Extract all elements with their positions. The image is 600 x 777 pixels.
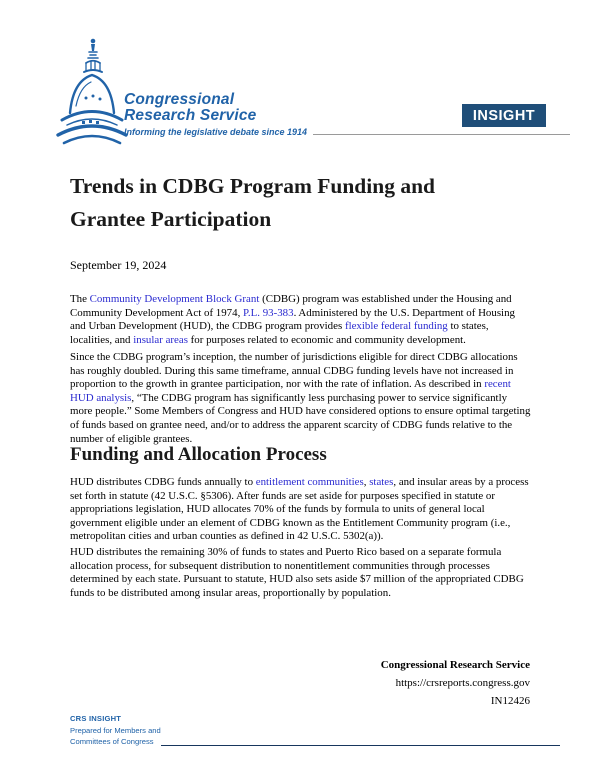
text-segment: ,	[363, 476, 370, 488]
text-segment: , and insular areas by a process set forth in statute (42 U.S.C. §5306). After funds are set aside for purposes specified in statute or appropriations legislation, HUD allocates 70% of the funds by formula to units of general local government eligible under an element of CDBG known as the Entitlement Community program (i.e., metropolitan cities and urban counties as defined in 42 U.S.C. 5302(a)).	[70, 476, 529, 543]
wordmark-line-2: Research Service	[124, 107, 257, 124]
page-title	[70, 170, 540, 236]
page-title-line-1: Trends in CDBG Program Funding and	[70, 174, 435, 198]
inline-link[interactable]: P.L. 93-383	[243, 306, 294, 319]
document-id: IN12426	[490, 695, 530, 707]
text-segment: HUD distributes the remaining 30% of funds to states and Puerto Rico based on a separate formula allocation process, for subsequent distribution to nonentitlement communities through processes determined by each state. Pursuant to statute, HUD also sets aside $7 million of the appropriated CDBG funds to be distributed among insular areas, proportionally by population.	[70, 546, 524, 599]
text-segment: Since the CDBG program’s inception, the number of jurisdictions eligible for direct CDBG allocations has roughly doubled. During this same timeframe, annual CDBG funding levels have not increased in proportion to the growth in grantee participation, nor with the rate of inflation. As described in	[70, 351, 518, 391]
paragraph-intro-1	[70, 293, 532, 347]
section-heading: Funding and Allocation Process	[70, 444, 327, 465]
footer-url: https://crsreports.congress.gov	[395, 677, 530, 689]
insight-badge: INSIGHT	[462, 104, 546, 127]
paragraph-intro-2	[70, 351, 532, 446]
footnote	[70, 713, 560, 748]
text-segment: to states, localities, and	[70, 320, 489, 346]
wordmark-line-1: Congressional	[124, 91, 235, 108]
paragraph-section-1	[70, 476, 532, 544]
publication-date: September 19, 2024	[70, 258, 167, 272]
document-footer	[70, 656, 530, 710]
inline-link[interactable]: insular areas	[133, 333, 188, 346]
footnote-label: CRS INSIGHT	[70, 714, 122, 723]
inline-link[interactable]: states	[369, 476, 394, 488]
footer-org: Congressional Research Service	[380, 659, 530, 671]
inline-link[interactable]: entitlement communities	[255, 476, 364, 488]
paragraph-section-2	[70, 546, 532, 600]
inline-link[interactable]: recent HUD analysis	[70, 378, 511, 404]
tagline: Informing the legislative debate since 1914	[124, 127, 308, 137]
page-title-line-2: Grantee Participation	[70, 207, 272, 231]
text-segment: . Administered by the U.S. Department of Housing and Urban Development (HUD), the CDBG program provides	[70, 306, 515, 333]
inline-link[interactable]: flexible federal funding	[344, 320, 448, 333]
footnote-line-2: Committees of Congress	[70, 737, 154, 746]
header-rule	[313, 134, 570, 135]
inline-link[interactable]: Community Development Block Grant	[89, 293, 260, 305]
text-segment: , “The CDBG program has significantly less purchasing power to service significantly more people.” Some Members of Congress and HUD have considered options to ensure optimal targeting of funds based on grantee need, and/or to address the apparent scarcity of CDBG funds relative to the number of eligible grantees.	[70, 391, 531, 445]
text-segment: (CDBG) program was established under the Housing and Community Development Act of 1974,	[70, 293, 512, 319]
text-segment: for purposes related to economic and community development.	[187, 333, 466, 346]
capitol-dome-icon	[56, 36, 128, 148]
text-segment: HUD distributes CDBG funds annually to	[70, 476, 256, 488]
footnote-line-1: Prepared for Members and	[70, 725, 161, 735]
text-segment: The	[70, 293, 90, 305]
footer-rule	[161, 745, 560, 746]
